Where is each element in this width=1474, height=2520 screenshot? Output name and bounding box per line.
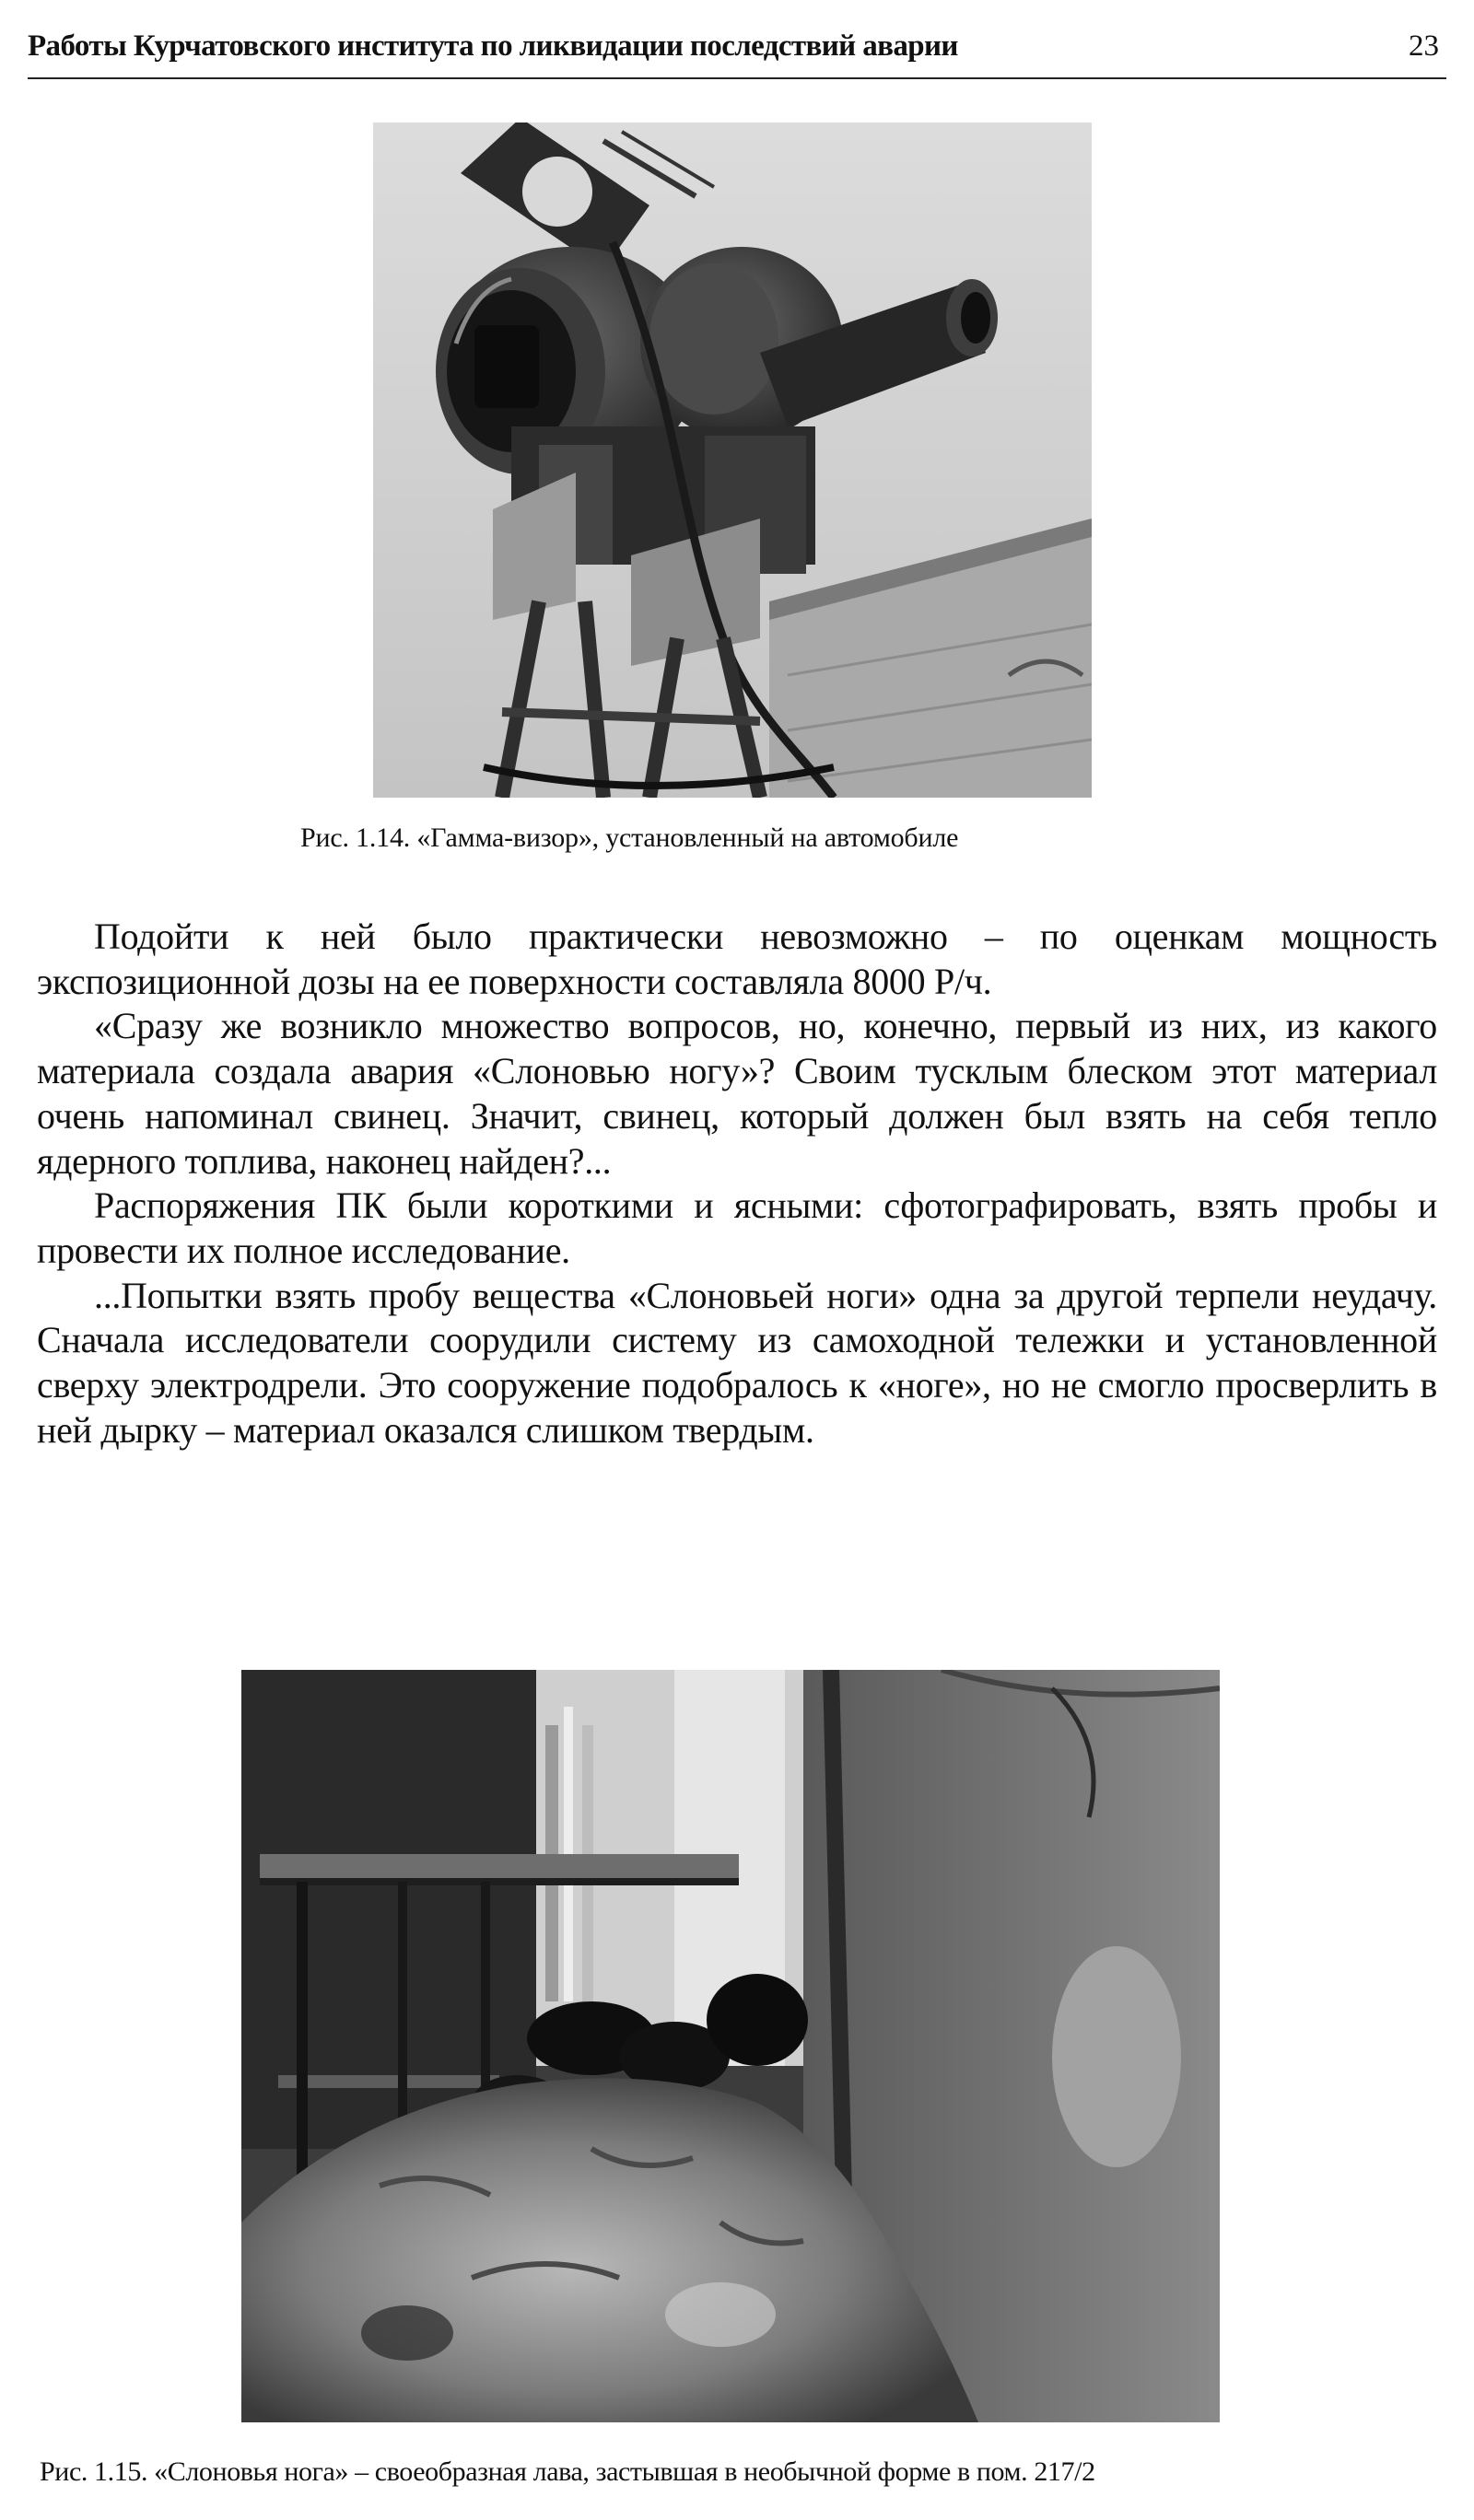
paragraph: «Сразу же возникло множество вопросов, но, конечно, первый из них, из какого материала создала авария «Слоновью ногу»? Своим тусклым блеском этот материал очень напоминал свинец. Значит, свинец, который должен был взять на себя тепло ядерного топлива, наконец найден?...: [37, 1005, 1437, 1182]
figure-1-14-caption: Рис. 1.14. «Гамма-визор», установленный на автомобиле: [300, 822, 959, 853]
body-text: [37, 915, 1437, 1452]
figure-1-15-caption: Рис. 1.15. «Слоновья нога» – своеобразная лава, застывшая в необычной форме в пом. 217/2: [40, 2456, 1095, 2487]
gamma-visor-photo: [373, 122, 1092, 798]
page-number: 23: [1409, 29, 1439, 63]
running-header: [28, 26, 1446, 79]
paragraph: Подойти к ней было практически невозможно – по оценкам мощность экспозиционной дозы на ее поверхности составляла 8000 Р/ч.: [37, 916, 1437, 1002]
paragraph: ...Попытки взять пробу вещества «Слоновьей ноги» одна за другой терпели неудачу. Сначала исследователи соорудили систему из самоходной тележки и установленной сверху электродрели. Это сооружение подобралось к «ноге», но не смогло просверлить в ней дырку – материал оказался слишком твердым.: [37, 1274, 1437, 1451]
running-title: Работы Курчатовского института по ликвидации последствий аварии: [28, 29, 958, 63]
paragraph: Распоряжения ПК были короткими и ясными: сфотографировать, взять пробы и провести их полное исследование.: [37, 1184, 1437, 1271]
elephants-foot-photo: [241, 1670, 1220, 2422]
